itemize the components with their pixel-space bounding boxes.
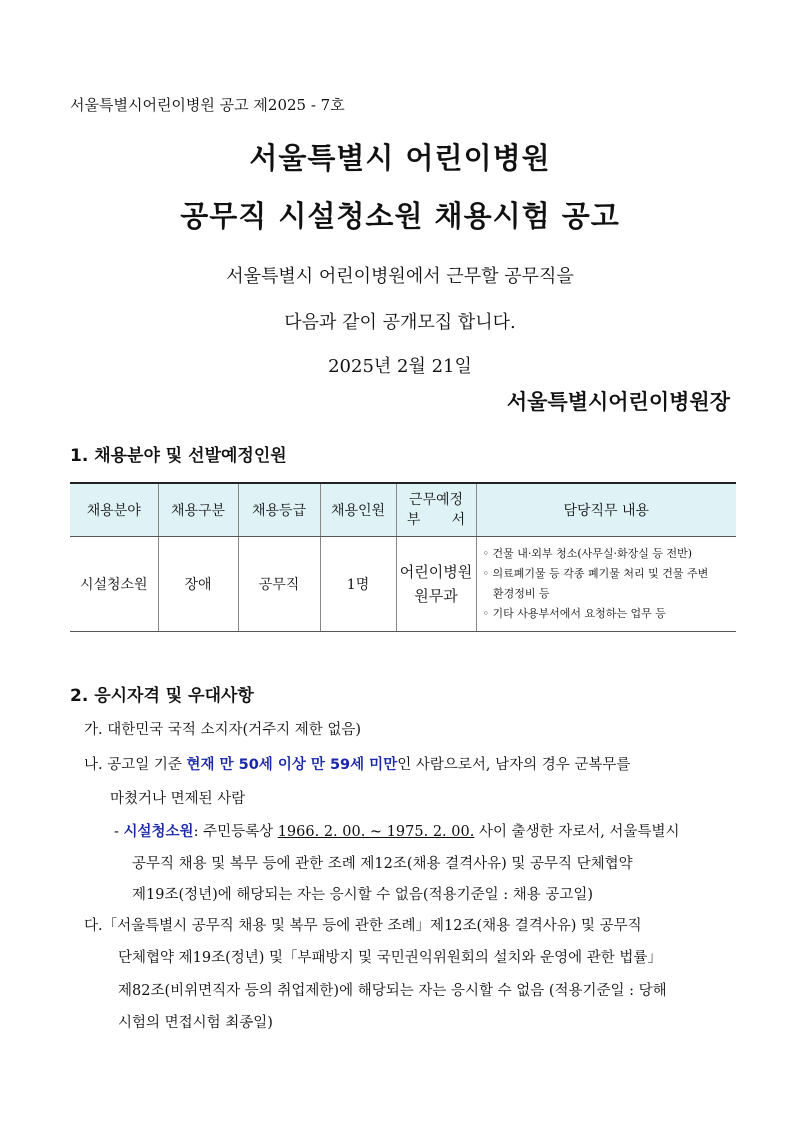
header-count: 채용인원 xyxy=(320,483,396,537)
cell-field: 시설청소원 xyxy=(70,537,158,632)
cell-duties xyxy=(476,537,736,632)
table-row xyxy=(70,537,736,632)
header-department-line-2: 부 서 xyxy=(406,512,466,528)
title-line-1: 서울특별시 어린이병원 xyxy=(249,141,551,175)
age-requirement-highlight: 현재 만 50세 이상 만 59세 미만 xyxy=(186,757,398,773)
sub-item-line-3: 제19조(정년)에 해당되는 자는 응시할 수 없음(적용기준일 : 채용 공고일) xyxy=(132,887,594,903)
intro-line-1: 서울특별시 어린이병원에서 근무할 공무직을 xyxy=(226,266,574,287)
notice-date: 2025년 2월 21일 xyxy=(328,356,472,377)
cell-department-line-2: 원무과 xyxy=(414,587,458,605)
duty-item: ◦ 기타 사용부서에서 요청하는 업무 등 xyxy=(482,607,666,620)
item-na-line-2: 마쳤거나 면제된 사람 xyxy=(110,791,246,807)
header-department xyxy=(396,483,476,537)
header-field: 채용분야 xyxy=(70,483,158,537)
duty-item: 환경정비 등 xyxy=(482,587,550,600)
sub-item-line-1 xyxy=(114,820,679,841)
sub-item-text-a: : 주민등록상 xyxy=(193,824,278,840)
section-1-title: 1. 채용분야 및 선발예정인원 xyxy=(70,446,287,466)
sub-item-label: 시설청소원 xyxy=(123,824,194,840)
cell-department-line-1: 어린이병원 xyxy=(399,563,473,581)
notice-number: 서울특별시어린이병원 공고 제2025 - 7호 xyxy=(70,96,345,114)
item-na-suffix: 인 사람으로서, 남자의 경우 군복무를 xyxy=(397,757,631,773)
item-da-line-2: 단체협약 제19조(정년) 및「부패방지 및 국민권익위원회의 설치와 운영에 관한 법률」 xyxy=(118,950,662,966)
title-line-2: 공무직 시설청소원 채용시험 공고 xyxy=(180,199,620,233)
sub-item-dash: - xyxy=(114,824,124,840)
cell-department xyxy=(396,537,476,632)
header-duties: 담당직무 내용 xyxy=(476,483,736,537)
header-grade: 채용등급 xyxy=(238,483,320,537)
item-ga: 가. 대한민국 국적 소지자(거주지 제한 없음) xyxy=(84,722,362,738)
recruitment-table xyxy=(70,482,736,632)
sub-item-text-b: 사이 출생한 자로서, 서울특별시 xyxy=(474,824,680,840)
header-department-line-1: 근무예정 xyxy=(408,492,464,508)
duty-item: ◦ 의료폐기물 등 각종 폐기물 처리 및 건물 주변 xyxy=(482,567,709,580)
cell-type: 장애 xyxy=(158,537,238,632)
item-na-line-1 xyxy=(84,753,630,774)
table-header-row xyxy=(70,483,736,537)
sub-item-dates: 1966. 2. 00. ~ 1975. 2. 00. xyxy=(277,824,475,840)
item-na-prefix: 나. 공고일 기준 xyxy=(84,757,187,773)
section-2-title: 2. 응시자격 및 우대사항 xyxy=(70,686,254,706)
signer: 서울특별시어린이병원장 xyxy=(506,389,730,414)
sub-item-line-2: 공무직 채용 및 복무 등에 관한 조례 제12조(채용 결격사유) 및 공무직 단체협약 xyxy=(132,856,633,872)
item-da-line-3: 제82조(비위면직자 등의 취업제한)에 해당되는 자는 응시할 수 없음 (적용기준일 : 당해 xyxy=(118,983,667,999)
header-type: 채용구분 xyxy=(158,483,238,537)
intro-line-2: 다음과 같이 공개모집 합니다. xyxy=(284,312,516,333)
duty-item: ◦ 건물 내·외부 청소(사무실·화장실 등 전반) xyxy=(482,547,693,560)
cell-count: 1명 xyxy=(320,537,396,632)
item-da-line-1: 다.「서울특별시 공무직 채용 및 복무 등에 관한 조례」제12조(채용 결격사유) 및 공무직 xyxy=(84,918,642,934)
cell-grade: 공무직 xyxy=(238,537,320,632)
item-da-line-4: 시험의 면접시험 최종일) xyxy=(118,1015,273,1031)
